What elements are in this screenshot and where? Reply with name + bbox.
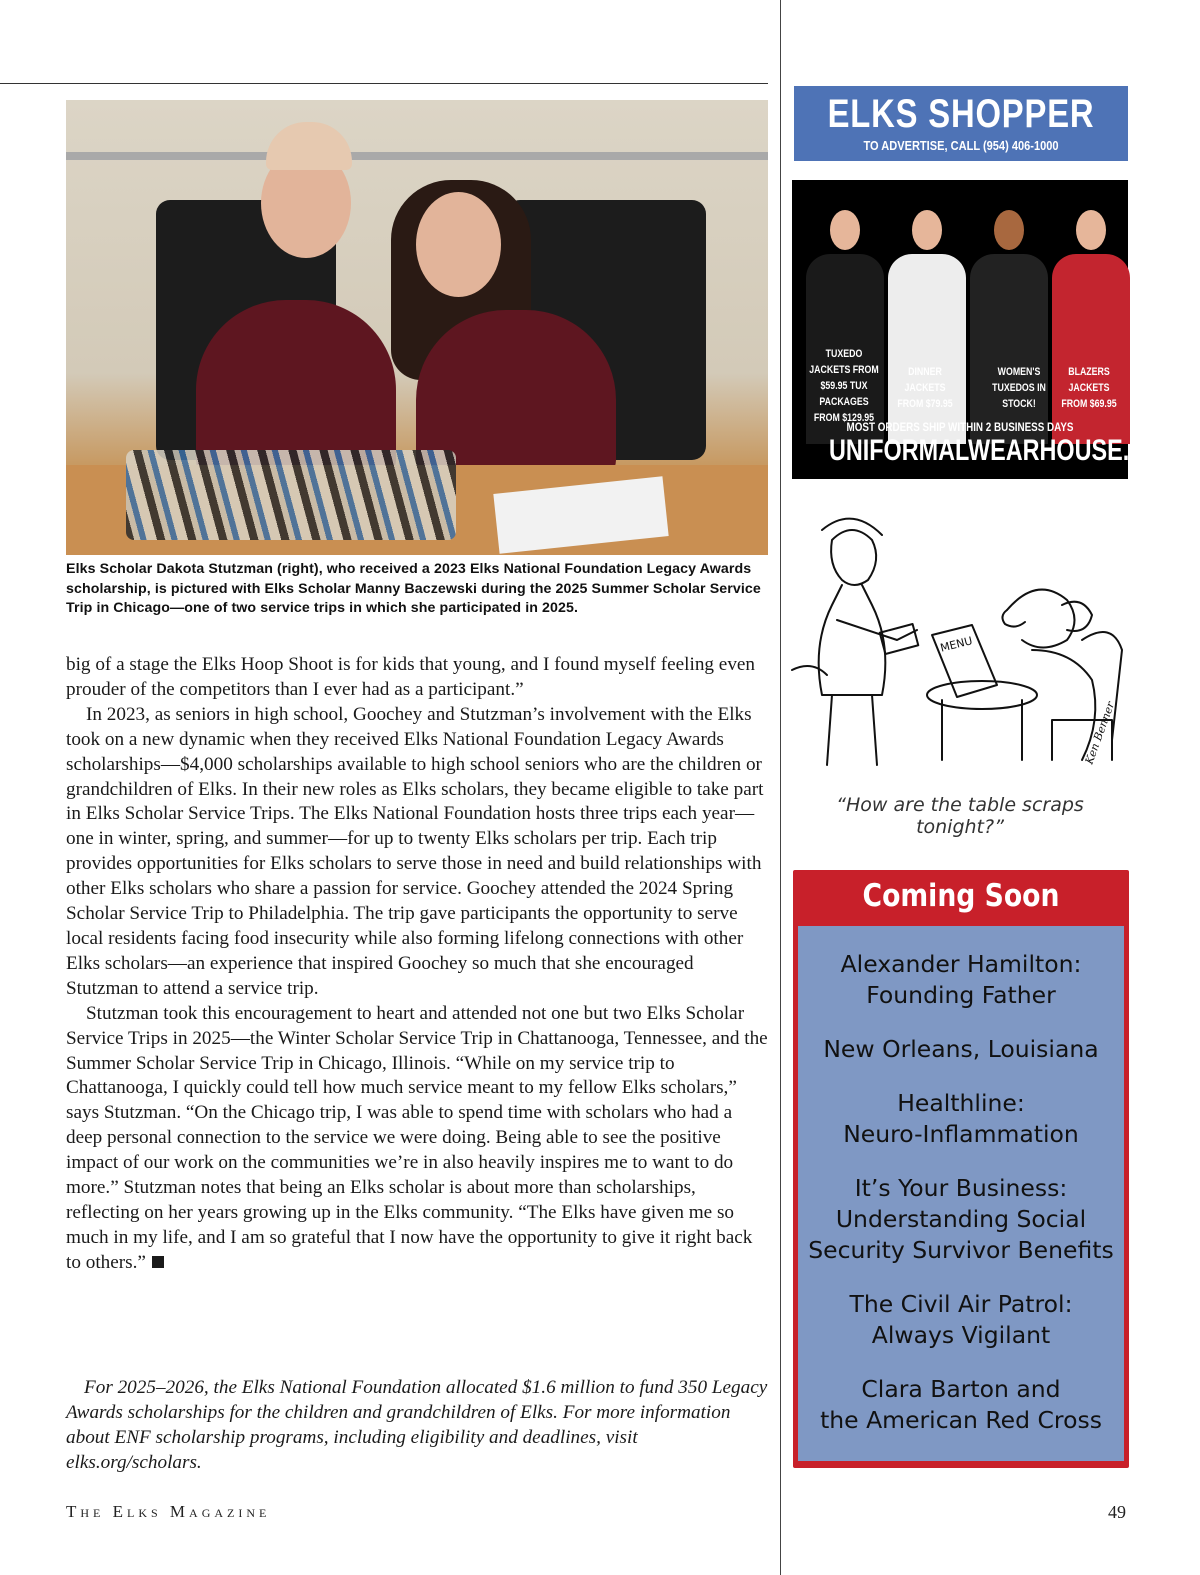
coming-soon-line: Always Vigilant [871,1321,1051,1349]
article-paragraph-text: Stutzman took this encouragement to heart and attended not one but two Elks Scholar Service Trips in 2025—the Winter Scholar Service Trip in Chattanooga, Tennessee, and the Summer Scholar Service Trip in Chicago, Illinois. “While on my service trip to Chattanooga, I quickly could tell how much service meant to my fellow Elks scholars,” says Stutzman. “On the Chicago trip, I was able to spend time with scholars who had a deep personal connection to the service we were doing. Being able to see the positive impact of our work on the communities we’re in also heavily inspires me to want to do more.” Stutzman notes that being an Elks scholar is about more than scholarships, reflecting on her years growing up in the Elks community. “The Elks have given me so much in my life, and I am so grateful that I now have the opportunity to give it right back to others.” [66,1002,768,1273]
coming-soon-item [798,1289,1124,1351]
cartoon-dog-snout [1002,610,1025,627]
magazine-title: The Elks Magazine [66,1502,271,1521]
cartoon-table [927,681,1037,709]
coming-soon-title: Coming Soon [862,878,1060,914]
photo-cap [266,122,352,170]
coming-soon-item [798,1374,1124,1436]
coming-soon-line: Security Survivor Benefits [808,1236,1114,1264]
article-paragraph: In 2023, as seniors in high school, Goochey and Stutzman’s involvement with the Elks took on a new dynamic when they received Elks National Foundation Legacy Awards scholarships—$4,000 scholarships available to high school seniors who are the children or grandchildren of Elks. In their new roles as Elks scholars, they became eligible to take part in Elks Scholar Service Trips. The Elks National Foundation hosts three trips each year—one in winter, spring, and summer—for up to twenty Elks scholars per trip. Each trip provides opportunities for Elks scholars to serve those in need and build relationships with other Elks scholars who share a passion for service. Goochey attended the 2024 Spring Scholar Service Trip to Philadelphia. The trip gave participants the opportunity to serve local residents facing food insecurity while also forming lifelong connections with other Elks scholars—an experience that inspired Goochey so much that she encouraged Stutzman to attend a service trip. [66,703,764,999]
page-number: 49 [1108,1502,1126,1522]
photo-tools [126,450,456,540]
coming-soon-list [798,926,1124,1461]
coming-soon-item [798,1034,1124,1065]
cartoon-caption: “How are the table scraps tonight?” [836,794,1084,838]
coming-soon-line: Healthline: [897,1089,1025,1117]
column-divider [780,0,781,1575]
cartoon-illustration [792,510,1128,780]
coming-soon-line: The Civil Air Patrol: [849,1290,1073,1318]
elks-shopper-banner [794,86,1128,161]
coming-soon-line: Clara Barton and [861,1375,1061,1403]
coming-soon-box [793,870,1129,1468]
cartoon-menu-word: MENU [938,634,974,655]
cartoon-waitress-hair [822,519,882,535]
ad-label-dinner: DINNER JACKETS FROM $79.95 [897,366,953,410]
ad-label-tuxedo: TUXEDO JACKETS FROM $59.95 TUX PACKAGES FROM $129.95 [809,348,879,424]
ad-url[interactable]: UNIFORMALWEARHOUSE.COM [828,434,1184,467]
cartoon-dog-head [1007,590,1075,648]
shopper-subtitle: TO ADVERTISE, CALL (954) 406-1000 [863,138,1059,153]
photo-caption: Elks Scholar Dakota Stutzman (right), who received a 2023 Elks National Foundation Legacy Awards scholarship, is pictured with Elks Scholar Manny Baczewski during the 2025 Summer Scholar Service Trip in Chicago—one of two service trips in which she participated in 2025. [66,561,761,616]
end-mark-icon [152,1256,164,1268]
coming-soon-line: Neuro-Inflammation [843,1120,1079,1148]
ad-model [888,210,966,450]
coming-soon-item [798,1173,1124,1266]
ad-shipping-note: MOST ORDERS SHIP WITHIN 2 BUSINESS DAYS [846,420,1074,434]
ad-model [970,210,1048,450]
coming-soon-item [798,949,1124,1011]
coming-soon-line: Alexander Hamilton: [840,950,1082,978]
ad-label-blazers: BLAZERS JACKETS FROM $69.95 [1061,366,1117,410]
cartoon-waitress-body [819,585,886,695]
article-body [66,653,768,1276]
coming-soon-line: It’s Your Business: [854,1174,1068,1202]
cartoon-waitress-legs [827,695,877,765]
photo-person-right-head [416,192,501,297]
scholarship-note-text: For 2025–2026, the Elks National Foundation allocated $1.6 million to fund 350 Legacy Awards scholarships for the children and grandchildren of Elks. For more information about ENF scholarship programs, including eligibility and deadlines, visit elks.org/scholars. [66,1377,768,1473]
scholarship-note [66,1376,768,1476]
article-photo [66,100,768,555]
shopper-title: ELKS SHOPPER [827,92,1095,136]
coming-soon-line: New Orleans, Louisiana [823,1035,1099,1063]
cartoon-waitress-arm [837,620,917,640]
cartoon-waitress-hand [792,666,827,675]
cartoon-waitress-head [831,530,876,585]
coming-soon-item [798,1088,1124,1150]
photo-conduit [66,152,768,160]
cartoon-dog-ear [1062,602,1092,631]
ad-model [1052,210,1130,450]
cartoon-dog-body [1032,650,1095,760]
top-rule [0,83,768,84]
coming-soon-line: Understanding Social [835,1205,1087,1233]
ad-label-womens: WOMEN'S TUXEDOS IN STOCK! [992,366,1046,410]
article-paragraph [66,1002,768,1276]
formalwear-ad[interactable] [792,180,1184,479]
coming-soon-line: the American Red Cross [820,1406,1102,1434]
article-paragraph: big of a stage the Elks Hoop Shoot is for kids that young, and I found myself feeling even prouder of the competitors than I ever had as a participant.” [66,654,756,700]
coming-soon-line: Founding Father [866,981,1056,1009]
cartoon-signature: Ken Benner [1082,699,1118,767]
